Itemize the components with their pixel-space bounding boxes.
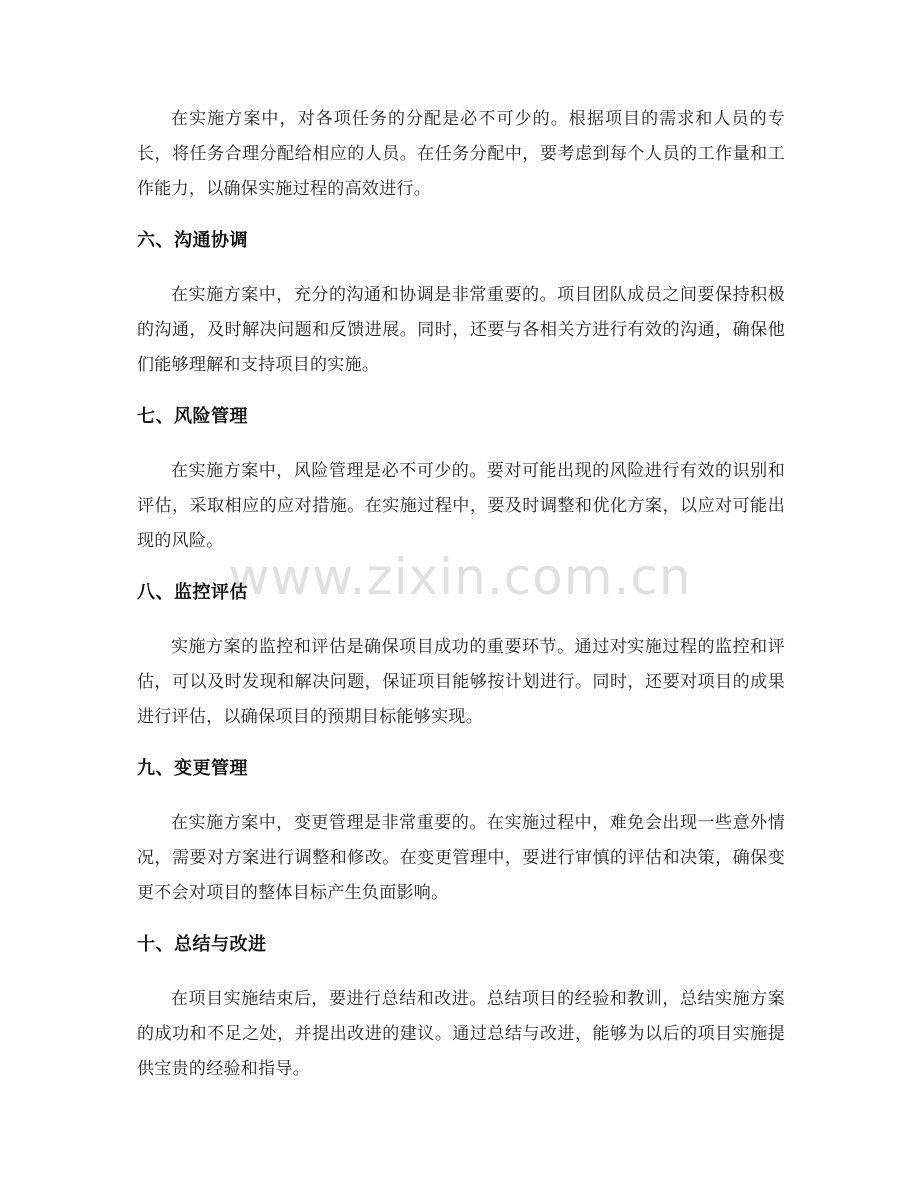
section-heading-communication: 六、沟通协调 — [137, 230, 248, 251]
section-heading-change: 九、变更管理 — [137, 758, 248, 779]
document-body — [137, 102, 785, 1087]
section-heading-monitoring: 八、监控评估 — [137, 582, 248, 603]
section-heading-summary: 十、总结与改进 — [137, 934, 267, 955]
intro-paragraph: 在实施方案中，对各项任务的分配是必不可少的。根据项目的需求和人员的专长，将任务合理分配给相应的人员。在任务分配中，要考虑到每个人员的工作量和工作能力，以确保实施过程的高效进行。 — [137, 109, 785, 199]
watermark-text: www.zixin.com.cn — [228, 548, 692, 606]
section-paragraph-communication: 在实施方案中，充分的沟通和协调是非常重要的。项目团队成员之间要保持积极的沟通，及时解决问题和反馈进展。同时，还要与各相关方进行有效的沟通，确保他们能够理解和支持项目的实施。 — [137, 285, 785, 375]
section-paragraph-risk: 在实施方案中，风险管理是必不可少的。要对可能出现的风险进行有效的识别和评估，采取相应的应对措施。在实施过程中，要及时调整和优化方案，以应对可能出现的风险。 — [137, 461, 785, 551]
section-paragraph-monitoring: 实施方案的监控和评估是确保项目成功的重要环节。通过对实施过程的监控和评估，可以及时发现和解决问题，保证项目能够按计划进行。同时，还要对项目的成果进行评估，以确保项目的预期目标能够实现。 — [137, 637, 785, 727]
section-paragraph-summary: 在项目实施结束后，要进行总结和改进。总结项目的经验和教训，总结实施方案的成功和不足之处，并提出改进的建议。通过总结与改进，能够为以后的项目实施提供宝贵的经验和指导。 — [137, 989, 785, 1079]
section-heading-risk: 七、风险管理 — [137, 406, 248, 427]
section-paragraph-change: 在实施方案中，变更管理是非常重要的。在实施过程中，难免会出现一些意外情况，需要对方案进行调整和修改。在变更管理中，要进行审慎的评估和决策，确保变更不会对项目的整体目标产生负面影响。 — [137, 813, 785, 903]
